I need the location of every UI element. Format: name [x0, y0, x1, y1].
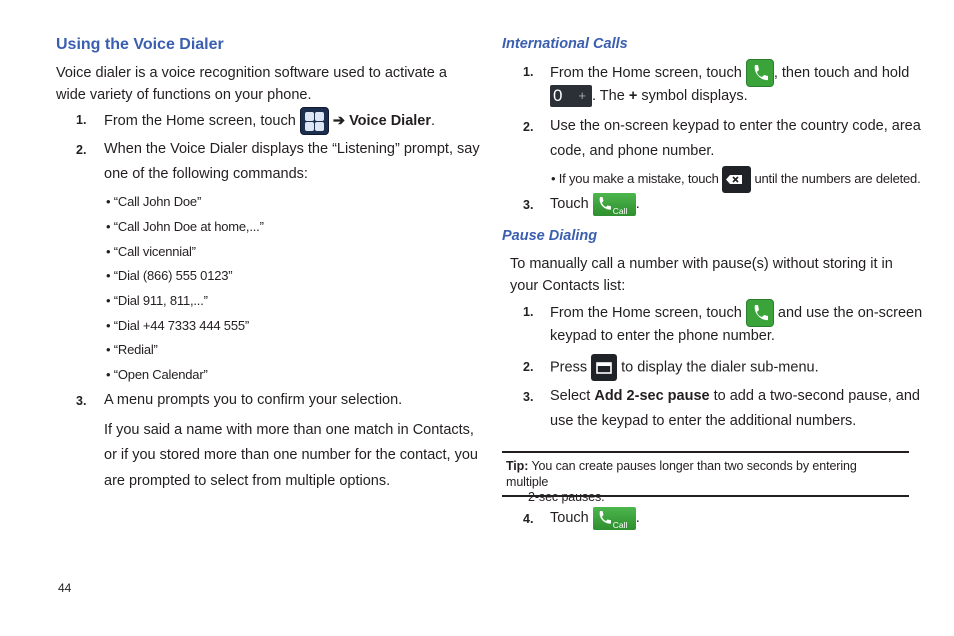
pause-step-1-pre: From the Home screen, touch — [550, 304, 742, 321]
menu-key-icon — [591, 354, 617, 381]
command-text: “Dial 911, 811,...” — [113, 293, 208, 308]
command-text: “Redial” — [113, 342, 158, 357]
pause-step-3-pre: Select — [550, 388, 591, 404]
list-item: • “Redial” — [106, 342, 158, 357]
intl-step-1-line-2-post: symbol displays. — [641, 88, 748, 104]
tip-line-1 — [506, 459, 902, 490]
pause-step-3-line-1 — [550, 384, 920, 409]
command-text: “Call John Doe” — [113, 194, 202, 209]
add-2-sec-pause-label: Add 2-sec pause — [594, 388, 710, 404]
list-item: • “Dial 911, 811,...” — [106, 293, 208, 308]
pause-step-4-touch: Touch — [550, 510, 589, 526]
step-number: 3. — [76, 394, 87, 408]
intl-step-1-line-2-text: . The — [592, 88, 625, 104]
intl-step-1-pre: From the Home screen, touch — [550, 64, 742, 81]
list-item: • “Call John Doe” — [106, 194, 202, 209]
pause-step-2-pre: Press — [550, 359, 588, 376]
call-label: Call — [612, 519, 628, 530]
call-label: Call — [612, 205, 628, 216]
voice-dialer-label: Voice Dialer — [349, 112, 432, 129]
intl-step-2-line-2: code, and phone number. — [550, 143, 715, 159]
list-item: • “Dial +44 7333 444 555” — [106, 318, 250, 333]
step-number: 1. — [76, 113, 87, 127]
step-number: 1. — [523, 305, 534, 319]
intl-step-1-line-1 — [550, 59, 909, 87]
intl-bullet-post: until the numbers are deleted. — [754, 171, 921, 186]
intl-step-3-touch: Touch — [550, 196, 589, 212]
step-1-text — [104, 107, 435, 135]
plus-symbol: + — [628, 88, 638, 104]
step-number: 2. — [76, 143, 87, 157]
intl-bullet: • If you make a mistake, touch until the numbers are deleted. — [551, 165, 920, 193]
zero-key-digit: 0 — [553, 86, 563, 106]
section-heading-international-calls: International Calls — [502, 36, 628, 52]
step-number: 2. — [523, 120, 534, 134]
call-button-icon — [593, 193, 636, 216]
command-text: “Open Calendar” — [113, 367, 208, 382]
command-text: “Dial (866) 555 0123” — [113, 268, 233, 283]
intl-bullet-pre: If you make a mistake, touch — [558, 171, 719, 186]
page-number: 44 — [58, 581, 72, 595]
step-1-period: . — [431, 112, 436, 129]
section-heading-pause-dialing: Pause Dialing — [502, 228, 598, 244]
step-number: 3. — [523, 198, 534, 212]
step-1-pre: From the Home screen, touch — [104, 112, 296, 129]
step-3-detail-line-3: are prompted to select from multiple options. — [104, 473, 391, 489]
section-heading-voice-dialer: Using the Voice Dialer — [56, 36, 224, 53]
arrow-glyph: ➔ — [332, 112, 346, 129]
list-item: • “Call John Doe at home,...” — [106, 219, 264, 234]
list-item: • “Dial (866) 555 0123” — [106, 268, 233, 283]
intl-step-3-text — [550, 192, 640, 217]
tip-line-2: 2-sec pauses. — [528, 490, 605, 504]
delete-key-icon — [722, 166, 751, 193]
pause-intro: To manually call a number with pause(s) without storing it in your Contacts list: — [510, 256, 893, 294]
pause-step-1-post: and use the on-screen — [777, 304, 923, 321]
tip-box — [506, 459, 902, 506]
pause-step-2-post: to display the dialer sub-menu. — [621, 359, 819, 376]
pause-step-4-text — [550, 506, 640, 531]
pause-step-1-line-1 — [550, 299, 922, 327]
step-number: 1. — [523, 65, 534, 79]
list-item: • “Call vicennial” — [106, 244, 196, 259]
pause-step-2-text — [550, 354, 819, 381]
tip-bottom-rule — [502, 495, 909, 497]
list-item: • “Open Calendar” — [106, 367, 208, 382]
command-text: “Dial +44 7333 444 555” — [113, 318, 250, 333]
command-text: “Call John Doe at home,...” — [113, 219, 264, 234]
pause-step-1-line-2: keypad to enter the phone number. — [550, 328, 775, 344]
step-2-line-2: one of the following commands: — [104, 166, 308, 182]
tip-text: You can create pauses longer than two seconds by entering multiple — [506, 459, 857, 489]
call-button-icon — [593, 507, 636, 530]
pause-step-3-line-2: use the keypad to enter the additional numbers. — [550, 413, 857, 429]
step-3-detail-line-1: If you said a name with more than one match in Contacts, — [104, 422, 474, 438]
phone-icon — [746, 299, 774, 327]
step-3-detail-line-2: or if you stored more than one number for the contact, you — [104, 447, 478, 463]
pause-step-4-period: . — [635, 510, 640, 526]
command-text: “Call vicennial” — [113, 244, 196, 259]
intl-step-1-line-2 — [550, 84, 748, 109]
applications-icon — [300, 107, 329, 135]
step-3-text: A menu prompts you to confirm your selection. — [104, 392, 403, 408]
tip-label: Tip: — [506, 459, 529, 473]
pause-step-3-post: to add a two-second pause, and — [713, 388, 920, 404]
step-number: 2. — [523, 360, 534, 374]
voice-dialer-intro: Voice dialer is a voice recognition software used to activate a wide variety of functions on your phone. — [56, 65, 447, 103]
step-2-line-1: When the Voice Dialer displays the “Listening” prompt, say — [104, 141, 480, 157]
intl-step-1-post: , then touch and hold — [773, 64, 910, 81]
intl-step-3-period: . — [635, 196, 640, 212]
phone-icon — [746, 59, 774, 87]
step-number: 4. — [523, 512, 534, 526]
step-number: 3. — [523, 390, 534, 404]
tip-top-rule — [502, 451, 909, 453]
zero-key-icon — [550, 85, 592, 107]
intl-step-2-line-1: Use the on-screen keypad to enter the country code, area — [550, 118, 921, 134]
zero-key-plus: + — [578, 88, 586, 104]
